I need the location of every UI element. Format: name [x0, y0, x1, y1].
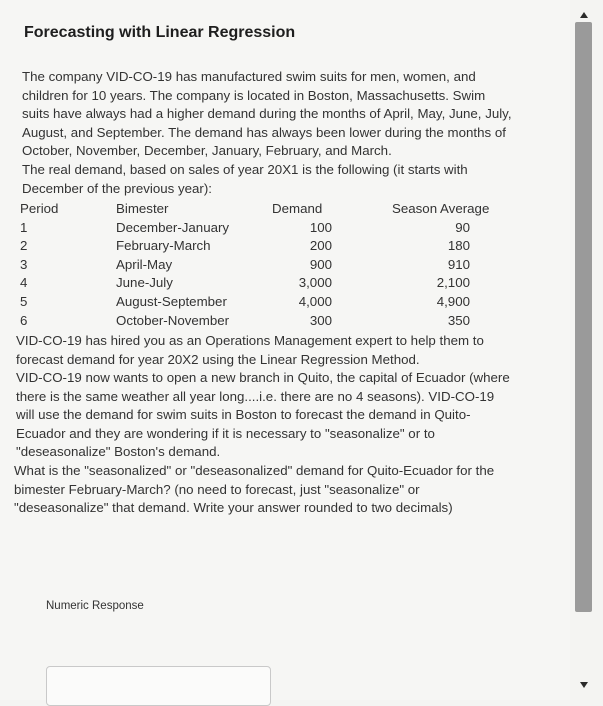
cell-period: 5 — [20, 293, 28, 309]
paragraph-line: forecast demand for year 20X2 using the Linear Regression Method. — [16, 351, 420, 367]
paragraph-line: Ecuador and they are wondering if it is necessary to "seasonalize" or to — [16, 425, 435, 441]
paragraph-line: there is the same weather all year long....i.e. there are no 4 seasons). VID-CO-19 — [16, 388, 495, 404]
intro-line: The company VID-CO-19 has manufactured swim suits for men, women, and — [22, 69, 476, 84]
table-row — [20, 219, 500, 238]
header-period: Period — [20, 201, 59, 216]
cell-period: 1 — [20, 219, 28, 235]
cell-bimester: October-November — [116, 312, 230, 328]
cell-bimester: April-May — [116, 256, 173, 272]
table-row — [20, 293, 500, 312]
quito-paragraph — [16, 369, 546, 462]
cell-season-average: 910 — [447, 256, 470, 272]
intro-paragraph — [22, 68, 542, 198]
paragraph-line: will use the demand for swim suits in Boston to forecast the demand in Quito- — [16, 407, 471, 423]
cell-season-average: 90 — [455, 219, 470, 235]
cell-period: 3 — [20, 256, 28, 272]
cell-bimester: June-July — [116, 275, 173, 291]
cell-demand: 900 — [309, 256, 332, 272]
question-paragraph — [14, 462, 544, 518]
table-row — [20, 274, 500, 293]
paragraph-line: VID-CO-19 has hired you as an Operations Management expert to help them to — [16, 333, 484, 348]
intro-line: December of the previous year): — [22, 180, 212, 196]
scroll-down-arrow-icon[interactable] — [580, 682, 588, 688]
cell-bimester: December-January — [116, 219, 230, 235]
question-line: What is the "seasonalized" or "deseasonalized" demand for Quito-Ecuador for the — [14, 463, 495, 478]
intro-line: suits have always had a higher demand during the months of April, May, June, July, — [22, 106, 512, 122]
cell-period: 6 — [20, 312, 28, 328]
numeric-response-label: Numeric Response — [46, 600, 144, 612]
cell-season-average: 350 — [447, 312, 470, 328]
header-demand: Demand — [272, 201, 323, 216]
cell-season-average: 4,900 — [436, 293, 470, 309]
cell-period: 4 — [20, 275, 28, 291]
cell-demand: 200 — [309, 238, 332, 254]
table-row — [20, 256, 500, 275]
numeric-response-input[interactable] — [46, 666, 271, 706]
intro-line: children for 10 years. The company is located in Boston, Massachusetts. Swim — [22, 87, 486, 103]
header-bimester: Bimester — [116, 201, 169, 216]
cell-demand: 300 — [309, 312, 332, 328]
cell-demand: 3,000 — [298, 275, 332, 291]
cell-season-average: 2,100 — [436, 275, 470, 291]
intro-line: The real demand, based on sales of year 20X1 is the following (it starts with — [22, 161, 468, 177]
cell-bimester: February-March — [116, 238, 211, 254]
paragraph-line: VID-CO-19 now wants to open a new branch in Quito, the capital of Ecuador (where — [16, 370, 510, 385]
page-title: Forecasting with Linear Regression — [24, 24, 296, 41]
scroll-up-arrow-icon[interactable] — [580, 12, 588, 18]
cell-demand: 4,000 — [298, 293, 332, 309]
cell-demand: 100 — [309, 219, 332, 235]
cell-period: 2 — [20, 238, 28, 254]
hired-paragraph — [16, 332, 546, 369]
demand-table — [20, 200, 500, 330]
scrollbar-thumb[interactable] — [575, 22, 592, 612]
intro-line: October, November, December, January, February, and March. — [22, 143, 392, 159]
paragraph-line: "deseasonalize" Boston's demand. — [16, 444, 221, 460]
table-header-row — [20, 200, 500, 219]
table-row — [20, 312, 500, 331]
table-row — [20, 237, 500, 256]
vertical-scrollbar[interactable] — [570, 0, 603, 700]
cell-season-average: 180 — [447, 238, 470, 254]
header-season-average: Season Average — [392, 201, 490, 216]
intro-line: August, and September. The demand has always been lower during the months of — [22, 124, 506, 140]
cell-bimester: August-September — [116, 293, 227, 309]
question-line: "deseasonalize" that demand. Write your answer rounded to two decimals) — [14, 500, 453, 516]
question-line: bimester February-March? (no need to forecast, just "seasonalize" or — [14, 481, 420, 497]
